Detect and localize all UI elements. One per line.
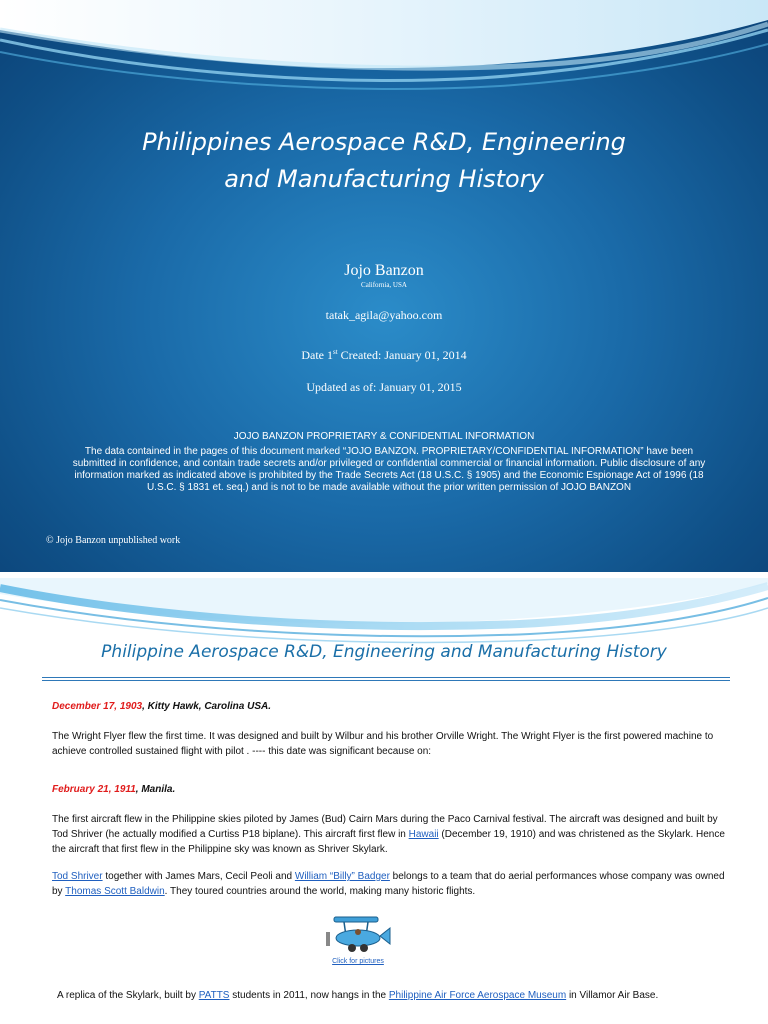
wave-header-decoration [0, 578, 768, 648]
entry-2-text-a: The first aircraft flew in the Philippine skies piloted by James (Bud) Cairn Mars during the Paco Carnival festival. The aircraft was designed and built by Tod Shriver (he actually modified a Curtiss P18 biplane). This aircraft first flew in [52, 814, 718, 840]
title-line-2: and Manufacturing History [224, 165, 544, 193]
date-updated: Updated as of: January 01, 2015 [306, 380, 462, 394]
entry-3-text-c: . They toured countries around the world, making many historic flights. [164, 886, 476, 897]
entry-2-heading [52, 782, 732, 797]
patts-link[interactable]: PATTS [198, 990, 230, 1001]
author-location: California, USA [361, 281, 407, 289]
entry-1-date: December 17, 1903 [52, 701, 143, 712]
wave-header-decoration [0, 0, 768, 100]
entry-3-text-b: belongs to a team that do aerial performances whose company was owned by [52, 871, 725, 897]
replica-text-c: in Villamor Air Base. [566, 990, 659, 1001]
proprietary-notice: The data contained in the pages of this document marked “JOJO BANZON. PROPRIETARY/CONFIDENTIAL INFORMATION” have been submitted in confidence, and contain trade secrets and/or privileged or confidential commercial or financial information. Public disclosure of any information marked as indicated above is prohibited by the Trade Secrets Act (18 U.S.C. § 1905) and the Economic Espionage Act of 1996 (18 U.S.C. § 1831 et. seq.) and is not to be made available without the prior written permission of JOJO BANZON [72, 446, 706, 493]
click-for-pictures-link[interactable]: Click for pictures [332, 958, 384, 965]
proprietary-heading: JOJO BANZON PROPRIETARY & CONFIDENTIAL INFORMATION [233, 431, 535, 442]
date-created-sup: st [333, 348, 338, 356]
paf-museum-link[interactable]: Philippine Air Force Aerospace Museum [388, 990, 567, 1001]
section-title: Philippine Aerospace R&D, Engineering and Manufacturing History [101, 642, 667, 662]
date-created-prefix: Date 1 [301, 348, 333, 362]
entry-2-place: , Manila. [135, 784, 176, 795]
entry-2-date: February 21, 1911 [52, 784, 136, 795]
tod-shriver-link[interactable]: Tod Shriver [52, 871, 103, 882]
thomas-baldwin-link[interactable]: Thomas Scott Baldwin [65, 886, 165, 897]
entry-3-text-a: together with James Mars, Cecil Peoli and [102, 871, 295, 882]
biplane-icon[interactable] [322, 914, 394, 956]
author-name: Jojo Banzon [344, 262, 424, 279]
document-title [40, 124, 728, 198]
title-rule [42, 677, 730, 678]
hawaii-link[interactable]: Hawaii [408, 829, 439, 840]
entry-2-text-b: (December 19, 1910) and was christened as the Skylark. Hence the aircraft that first flew in the Philippine sky was known as Shriver Skylark. [52, 829, 725, 855]
replica-text-b: students in 2011, now hangs in the [229, 990, 389, 1001]
entry-1-text: The Wright Flyer flew the first time. It was designed and built by Wilbur and his brother Orville Wright. The Wright Flyer is the first powered machine to achieve controlled sustained flight with pilot . ---- this date was significant because on: [52, 731, 714, 757]
entry-1-heading [52, 699, 732, 714]
replica-text-a: A replica of the Skylark, built by [57, 990, 199, 1001]
author-email: tatak_agila@yahoo.com [325, 308, 443, 322]
billy-badger-link[interactable]: William “Billy” Badger [294, 871, 390, 882]
replica-text [57, 990, 737, 1001]
title-rule-secondary [42, 680, 730, 681]
copyright-notice: © Jojo Banzon unpublished work [46, 535, 181, 546]
history-slide [0, 578, 768, 1024]
entry-2-text [52, 812, 732, 857]
entry-3-text [52, 869, 732, 899]
entry-1-place: , Kitty Hawk, Carolina USA. [142, 701, 271, 712]
date-created-suffix: Created: January 01, 2014 [337, 348, 467, 362]
date-created [0, 348, 768, 363]
title-line-1: Philippines Aerospace R&D, Engineering [142, 128, 626, 156]
